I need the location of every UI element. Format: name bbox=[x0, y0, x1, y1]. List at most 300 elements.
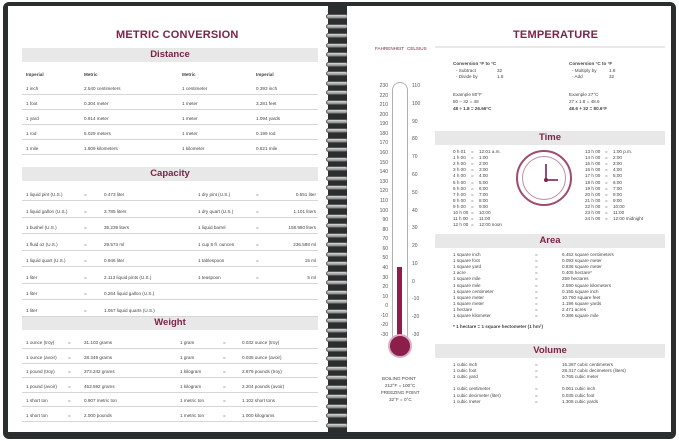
celsius-tick: 30 bbox=[412, 225, 418, 232]
table-row-divider bbox=[22, 363, 318, 364]
f-to-c-example-title: Example 80°F bbox=[453, 92, 482, 97]
time-12h-cell: 7:00 bbox=[613, 185, 622, 191]
spiral-coil bbox=[326, 394, 348, 399]
capacity-cell: 158.980 liters bbox=[288, 225, 316, 230]
volume-cell: 0.035 cubic foot bbox=[562, 392, 595, 398]
time-24h-cell: 20 h 00 bbox=[585, 191, 601, 197]
table-row-divider bbox=[22, 377, 318, 378]
area-cell: 1 square yard bbox=[453, 264, 482, 270]
time-dash: = bbox=[605, 203, 608, 209]
spiral-coil bbox=[326, 166, 348, 171]
time-dash: = bbox=[471, 222, 474, 228]
distance-cell: 1 inch bbox=[26, 86, 39, 91]
weight-cell: 1 short ton bbox=[26, 398, 48, 404]
weight-cell: 2.000 pounds bbox=[84, 413, 112, 418]
time-24h-cell: 18 h 00 bbox=[585, 179, 601, 185]
weight-cell: 2.679 pounds (troy) bbox=[242, 369, 282, 375]
volume-eq: = bbox=[535, 368, 538, 374]
fahrenheit-tick: 180 bbox=[379, 130, 388, 137]
time-12h-cell: 1:00 p.m. bbox=[613, 149, 633, 154]
capacity-cell: = bbox=[256, 241, 259, 247]
spiral-coil bbox=[326, 176, 348, 181]
area-eq: = bbox=[535, 264, 538, 270]
spiral-coil bbox=[326, 423, 348, 428]
weight-cell: = bbox=[223, 340, 226, 345]
distance-cell: 2.540 centimeters bbox=[84, 86, 121, 91]
time-dash: = bbox=[471, 161, 474, 167]
area-cell: 1.196 square yards bbox=[562, 300, 602, 306]
spiral-coil bbox=[326, 14, 348, 19]
weight-cell: = bbox=[68, 369, 71, 375]
capacity-cell: 1 tablespoon bbox=[198, 258, 225, 263]
capacity-cell: 1 dry quart (U.S.) bbox=[198, 208, 234, 214]
volume-cell: 1 cubic foot bbox=[453, 368, 477, 374]
weight-cell: = bbox=[223, 398, 226, 404]
time-24h-cell: 21 h 00 bbox=[585, 197, 601, 203]
time-24h-cell: 11 h 00 bbox=[453, 216, 468, 222]
weight-cell: = bbox=[223, 354, 226, 360]
fahrenheit-tick: 170 bbox=[379, 140, 388, 147]
spiral-coil bbox=[326, 62, 348, 67]
weight-cell: 1 short ton bbox=[26, 413, 48, 418]
time-dash: = bbox=[471, 203, 474, 209]
time-24h-cell: 8 h 00 bbox=[453, 197, 466, 203]
capacity-cell: 1 teaspoon bbox=[198, 274, 221, 280]
boiling-point-value: 212°F = 100°C bbox=[385, 383, 416, 388]
area-cell: 1 acre bbox=[453, 270, 466, 276]
area-cell: 1 square meter bbox=[453, 294, 484, 300]
area-eq: = bbox=[535, 313, 538, 318]
area-cell: 1 square meter bbox=[453, 300, 484, 306]
spiral-coil bbox=[326, 195, 348, 200]
capacity-cell: 1.101 liters bbox=[293, 208, 316, 214]
capacity-cell: 1 liquid gallon (U.S.) bbox=[26, 208, 68, 214]
weight-cell: 1 ounce (troy) bbox=[26, 340, 55, 345]
time-12h-cell: 4:00 bbox=[479, 173, 488, 179]
weight-cell: 0.032 ounce (troy) bbox=[242, 340, 280, 345]
time-dash: = bbox=[471, 179, 474, 185]
time-24h-cell: 10 h 00 bbox=[453, 210, 469, 215]
time-12h-cell: 9:00 bbox=[479, 203, 488, 209]
c-to-f-step2: - Add bbox=[572, 74, 583, 79]
area-footnote: * 1 hectare = 1 square hectometer (1 hm²) bbox=[453, 324, 543, 329]
capacity-cell: = bbox=[84, 192, 87, 197]
spiral-coil bbox=[326, 52, 348, 57]
volume-eq: = bbox=[535, 386, 538, 392]
time-12h-cell: 6:00 bbox=[479, 185, 488, 191]
spiral-coil bbox=[326, 318, 348, 323]
time-12h-cell: 3:00 bbox=[613, 161, 622, 167]
weight-cell: = bbox=[68, 340, 71, 345]
capacity-cell: = bbox=[84, 274, 87, 280]
fahrenheit-tick: 230 bbox=[379, 83, 388, 89]
time-24h-cell: 15 h 00 bbox=[585, 161, 601, 167]
time-dash: = bbox=[605, 149, 608, 154]
freezing-point-value: 32°F = 0°C bbox=[389, 397, 412, 402]
time-dash: = bbox=[471, 216, 474, 222]
distance-header-cell: Imperial bbox=[256, 72, 274, 77]
spiral-coil bbox=[326, 375, 348, 380]
capacity-cell: 1 liquid barrel bbox=[198, 225, 226, 230]
weight-cell: 373.242 grams bbox=[84, 369, 115, 375]
spiral-coil bbox=[326, 185, 348, 190]
weight-cell: = bbox=[223, 369, 226, 375]
time-24h-cell: 14 h 00 bbox=[585, 155, 601, 161]
distance-cell: 0.304 meter bbox=[84, 101, 109, 106]
spiral-coil bbox=[326, 233, 348, 238]
area-cell: 0.386 square mile bbox=[562, 313, 599, 318]
table-row-divider bbox=[22, 348, 318, 349]
distance-header: Distance bbox=[22, 48, 318, 62]
weight-cell: = bbox=[223, 413, 226, 418]
weight-cell: 1 metric ton bbox=[180, 413, 204, 418]
capacity-cell: 1 liter bbox=[26, 274, 38, 280]
celsius-tick: 70 bbox=[412, 154, 418, 161]
area-cell: 2.471 acres bbox=[562, 306, 587, 312]
spiral-coil bbox=[326, 81, 348, 86]
capacity-cell: = bbox=[256, 192, 259, 197]
distance-cell: 1.094 yards bbox=[256, 116, 281, 121]
spiral-coil bbox=[326, 100, 348, 105]
area-cell: 10.760 square feet bbox=[562, 294, 601, 300]
weight-cell: = bbox=[68, 354, 71, 360]
distance-header-cell: Imperial bbox=[26, 72, 44, 77]
capacity-cell: = bbox=[256, 208, 259, 214]
time-24h-cell: 7 h 00 bbox=[453, 191, 466, 197]
distance-cell: 1 centimeter bbox=[182, 86, 208, 91]
time-24h-cell: 1 h 00 bbox=[453, 155, 466, 161]
time-dash: = bbox=[605, 185, 608, 191]
fahrenheit-tick: 10 bbox=[382, 293, 388, 300]
f-to-c-step1-value: 32 bbox=[497, 68, 503, 73]
time-24h-cell: 13 h 00 bbox=[585, 149, 601, 154]
area-cell: 6.452 square centimeters bbox=[562, 252, 614, 257]
spiral-coil bbox=[326, 271, 348, 276]
time-12h-cell: 12:01 a.m. bbox=[479, 149, 501, 154]
weight-cell: 31.103 grams bbox=[84, 340, 113, 345]
time-24h-cell: 24 h 00 bbox=[585, 216, 601, 222]
distance-cell: 1 kilometer bbox=[182, 146, 205, 151]
time-dash: = bbox=[605, 216, 608, 222]
fahrenheit-tick: 30 bbox=[382, 274, 388, 281]
volume-eq: = bbox=[535, 362, 538, 367]
fahrenheit-tick: 200 bbox=[379, 111, 388, 118]
weight-cell: 1 ounce (avoir) bbox=[26, 354, 57, 360]
boiling-point-label: BOILING POINT bbox=[382, 376, 416, 381]
clock-hands-icon bbox=[516, 150, 576, 210]
c-to-f-example-1: 27 x 1.8 = 48.6 bbox=[569, 99, 600, 104]
distance-cell: 1 meter bbox=[182, 131, 198, 136]
distance-cell: 1 rod bbox=[26, 131, 37, 136]
area-cell: 259 hectares bbox=[562, 276, 589, 282]
spiral-coil bbox=[326, 404, 348, 409]
distance-cell: 3.281 feet bbox=[256, 101, 277, 106]
spiral-coil bbox=[326, 413, 348, 418]
volume-cell: 1.308 cubic yards bbox=[562, 398, 599, 404]
time-dash: = bbox=[605, 210, 608, 215]
fahrenheit-tick: 140 bbox=[379, 169, 388, 176]
c-to-f-example-2: 48.6 + 32 = 80.6°F bbox=[569, 106, 608, 111]
table-row-divider bbox=[22, 139, 318, 140]
time-12h-cell: 2:00 bbox=[613, 155, 622, 161]
time-12h-cell: 12:00 midnight bbox=[613, 216, 644, 222]
spiral-coil bbox=[326, 299, 348, 304]
thermometer-bulb bbox=[388, 334, 412, 358]
weight-cell: 0.907 metric ton bbox=[84, 398, 117, 404]
capacity-cell: 236.588 ml bbox=[293, 241, 316, 247]
area-cell: 0.155 square inch bbox=[562, 288, 599, 294]
distance-cell: 1 foot bbox=[26, 101, 38, 106]
thermometer-mercury bbox=[397, 267, 402, 342]
volume-cell: 16.387 cubic centimeters bbox=[562, 362, 614, 367]
freezing-point-label: FREEZING POINT bbox=[381, 390, 420, 395]
time-dash: = bbox=[605, 173, 608, 179]
fahrenheit-tick: 220 bbox=[379, 92, 388, 99]
f-to-c-title: Conversion °F to °C bbox=[453, 61, 497, 66]
area-eq: = bbox=[535, 270, 538, 276]
weight-cell: = bbox=[68, 398, 71, 404]
fahrenheit-label: FAHRENHEIT bbox=[375, 46, 405, 51]
distance-cell: 0.393 inch bbox=[256, 86, 278, 91]
capacity-cell: = bbox=[84, 258, 87, 263]
table-row-divider bbox=[22, 266, 318, 267]
area-cell: 1 square foot bbox=[453, 258, 480, 264]
capacity-cell: 0.551 liter bbox=[295, 192, 316, 197]
distance-cell: 1 meter bbox=[182, 101, 198, 106]
spiral-coil bbox=[326, 223, 348, 228]
table-row-divider bbox=[22, 406, 318, 407]
capacity-cell: 2.113 liquid pints (U.S.) bbox=[104, 274, 152, 280]
capacity-cell: 35.239 liters bbox=[104, 225, 130, 230]
fahrenheit-tick: 70 bbox=[382, 236, 388, 243]
table-row-divider bbox=[22, 316, 318, 317]
celsius-label: CELSIUS bbox=[407, 46, 427, 51]
weight-cell: 1 kilogram bbox=[180, 383, 202, 389]
time-24h-cell: 0 h 01 bbox=[453, 149, 466, 154]
time-24h-cell: 12 h 00 bbox=[453, 222, 469, 228]
weight-cell: 1 000 kilograms bbox=[242, 413, 275, 418]
area-eq: = bbox=[535, 252, 538, 257]
time-12h-cell: 1:00 bbox=[479, 155, 488, 161]
spiral-coil bbox=[326, 147, 348, 152]
celsius-tick: 60 bbox=[412, 171, 418, 178]
f-to-c-step2-value: 1.8 bbox=[497, 74, 504, 79]
weight-cell: 0.035 ounce (avoir) bbox=[242, 354, 282, 360]
celsius-tick: -20 bbox=[412, 314, 420, 321]
spiral-coil bbox=[326, 119, 348, 124]
time-12h-cell: 6:00 bbox=[613, 179, 622, 185]
area-cell: 1 square kilometer bbox=[453, 313, 491, 318]
time-12h-cell: 5:00 bbox=[613, 173, 622, 179]
time-dash: = bbox=[471, 155, 474, 161]
table-row-divider bbox=[22, 250, 318, 251]
volume-cell: 1 cubic decimeter (liter) bbox=[453, 392, 501, 398]
time-dash: = bbox=[471, 185, 474, 191]
table-row-divider bbox=[22, 109, 318, 110]
distance-cell: 0.621 mile bbox=[256, 146, 278, 151]
table-row-divider bbox=[22, 283, 318, 284]
distance-cell: 0.199 rod bbox=[256, 131, 276, 136]
area-eq: = bbox=[535, 276, 538, 282]
time-24h-cell: 19 h 00 bbox=[585, 185, 601, 191]
spiral-coil bbox=[326, 309, 348, 314]
area-eq: = bbox=[535, 282, 538, 288]
capacity-header: Capacity bbox=[22, 167, 318, 181]
table-row-divider bbox=[22, 154, 318, 155]
table-row-divider bbox=[22, 217, 318, 218]
fahrenheit-tick: -30 bbox=[380, 332, 388, 338]
capacity-cell: = bbox=[84, 241, 87, 247]
celsius-tick: -30 bbox=[412, 332, 420, 338]
celsius-tick: 20 bbox=[412, 243, 418, 250]
time-dash: = bbox=[605, 155, 608, 161]
capacity-cell: 5 ml bbox=[307, 274, 316, 280]
table-row-divider bbox=[22, 200, 318, 201]
area-eq: = bbox=[535, 294, 538, 300]
c-to-f-step1-value: 1.8 bbox=[609, 68, 616, 73]
area-cell: 1 hectare bbox=[453, 306, 473, 312]
c-to-f-title: Conversion °C to °F bbox=[569, 61, 613, 66]
area-cell: 1 square centimeter bbox=[453, 288, 494, 294]
distance-cell: 1 meter bbox=[182, 116, 198, 121]
time-24h-cell: 3 h 00 bbox=[453, 167, 466, 173]
weight-header: Weight bbox=[22, 316, 318, 330]
time-12h-cell: 10:00 bbox=[613, 203, 625, 209]
celsius-tick: -10 bbox=[412, 296, 420, 303]
time-12h-cell: 11:00 bbox=[479, 216, 491, 222]
conversion-band bbox=[435, 46, 665, 48]
weight-cell: 1.102 short tons bbox=[242, 398, 275, 404]
time-dash: = bbox=[471, 191, 474, 197]
time-12h-cell: 8:00 bbox=[479, 197, 488, 203]
spiral-coil bbox=[326, 90, 348, 95]
weight-cell: = bbox=[223, 383, 226, 389]
time-dash: = bbox=[605, 179, 608, 185]
weight-cell: 1 gram bbox=[180, 340, 195, 345]
time-24h-cell: 5 h 00 bbox=[453, 179, 466, 185]
time-12h-cell: 5:00 bbox=[479, 179, 488, 185]
weight-cell: 1 kilogram bbox=[180, 369, 202, 375]
spiral-coil bbox=[326, 33, 348, 38]
page-title-temperature: TEMPERATURE bbox=[513, 29, 599, 41]
fahrenheit-tick: 130 bbox=[379, 178, 388, 185]
page-title-metric: METRIC CONVERSION bbox=[116, 29, 239, 41]
time-dash: = bbox=[471, 149, 474, 154]
fahrenheit-tick: 60 bbox=[382, 245, 388, 252]
spiral-coil bbox=[326, 157, 348, 162]
weight-cell: 1 pound (troy) bbox=[26, 369, 55, 375]
capacity-cell: 0.473 liter bbox=[104, 192, 125, 197]
time-24h-cell: 17 h 00 bbox=[585, 173, 601, 179]
distance-cell: 1 yard bbox=[26, 116, 39, 121]
area-eq: = bbox=[535, 306, 538, 312]
fahrenheit-tick: 40 bbox=[382, 264, 388, 271]
fahrenheit-tick: 190 bbox=[379, 121, 388, 128]
celsius-tick: 90 bbox=[412, 118, 418, 125]
time-12h-cell: 7:00 bbox=[479, 191, 488, 197]
spiral-coil bbox=[326, 328, 348, 333]
distance-cell: 1 mile bbox=[26, 146, 39, 151]
capacity-cell: 1 liquid pint (U.S.) bbox=[26, 192, 63, 197]
spiral-coil bbox=[326, 128, 348, 133]
fahrenheit-tick: 20 bbox=[382, 284, 388, 291]
fahrenheit-tick: 120 bbox=[379, 188, 388, 195]
f-to-c-step1: - Subtract bbox=[456, 68, 476, 73]
time-dash: = bbox=[471, 210, 474, 215]
time-dash: = bbox=[605, 167, 608, 173]
time-12h-cell: 11:00 bbox=[613, 210, 625, 215]
volume-cell: 1 cubic centimeter bbox=[453, 386, 491, 392]
capacity-cell: = bbox=[84, 208, 87, 214]
spiral-coil bbox=[326, 109, 348, 114]
area-cell: 0.405 hectare* bbox=[562, 270, 592, 276]
celsius-tick: 100 bbox=[412, 100, 421, 107]
weight-cell: 1 metric ton bbox=[180, 398, 204, 404]
capacity-cell: = bbox=[84, 291, 87, 296]
capacity-cell: 1 dry pint (U.S.) bbox=[198, 192, 231, 197]
time-dash: = bbox=[471, 197, 474, 203]
spiral-coil bbox=[326, 290, 348, 295]
spiral-coil bbox=[326, 385, 348, 390]
weight-cell: = bbox=[68, 413, 71, 418]
celsius-tick: 10 bbox=[412, 260, 418, 267]
celsius-tick: 80 bbox=[412, 136, 418, 143]
capacity-cell: 1 liter bbox=[26, 307, 38, 313]
volume-eq: = bbox=[535, 398, 538, 404]
area-cell: 1 square inch bbox=[453, 252, 481, 257]
spiral-coil bbox=[326, 280, 348, 285]
time-dash: = bbox=[605, 161, 608, 167]
celsius-tick: 50 bbox=[412, 189, 418, 196]
volume-header: Volume bbox=[435, 344, 665, 358]
weight-cell: = bbox=[68, 383, 71, 389]
volume-cell: 1 cubic yard bbox=[453, 374, 478, 380]
time-12h-cell: 9:00 bbox=[613, 197, 622, 203]
capacity-cell: = bbox=[84, 225, 87, 230]
spiral-coil bbox=[326, 24, 348, 29]
time-24h-cell: 6 h 00 bbox=[453, 185, 466, 191]
area-eq: = bbox=[535, 288, 538, 294]
volume-cell: 0.061 cubic inch bbox=[562, 386, 596, 392]
volume-cell: 1 cubic inch bbox=[453, 362, 478, 367]
table-row-divider bbox=[22, 94, 318, 95]
distance-cell: 1.609 kilometers bbox=[84, 146, 118, 151]
time-12h-cell: 4:00 bbox=[613, 167, 622, 173]
fahrenheit-tick: 210 bbox=[379, 102, 388, 109]
time-12h-cell: 8:00 bbox=[613, 191, 622, 197]
capacity-cell: 3.785 liters bbox=[104, 208, 127, 214]
capacity-cell: 29.573 ml bbox=[104, 241, 125, 247]
distance-cell: 5.029 meters bbox=[84, 131, 111, 136]
time-dash: = bbox=[605, 191, 608, 197]
capacity-cell: = bbox=[84, 307, 87, 313]
capacity-cell: 0.264 liquid gallon (U.S.) bbox=[104, 291, 155, 296]
spiral-coil bbox=[326, 71, 348, 76]
fahrenheit-tick: 80 bbox=[382, 226, 388, 233]
spiral-coil bbox=[326, 214, 348, 219]
time-dash: = bbox=[471, 167, 474, 173]
spiral-coil bbox=[326, 261, 348, 266]
time-12h-cell: 2:00 bbox=[479, 161, 488, 167]
area-header: Area bbox=[435, 234, 665, 248]
capacity-cell: 1 fluid oz (U.S.) bbox=[26, 241, 58, 247]
capacity-cell: = bbox=[256, 225, 259, 230]
time-header: Time bbox=[435, 131, 665, 145]
capacity-cell: 1 liquid quart (U.S.) bbox=[26, 258, 66, 263]
volume-eq: = bbox=[535, 374, 538, 380]
celsius-tick: 110 bbox=[412, 83, 420, 89]
table-row-divider bbox=[22, 299, 318, 300]
